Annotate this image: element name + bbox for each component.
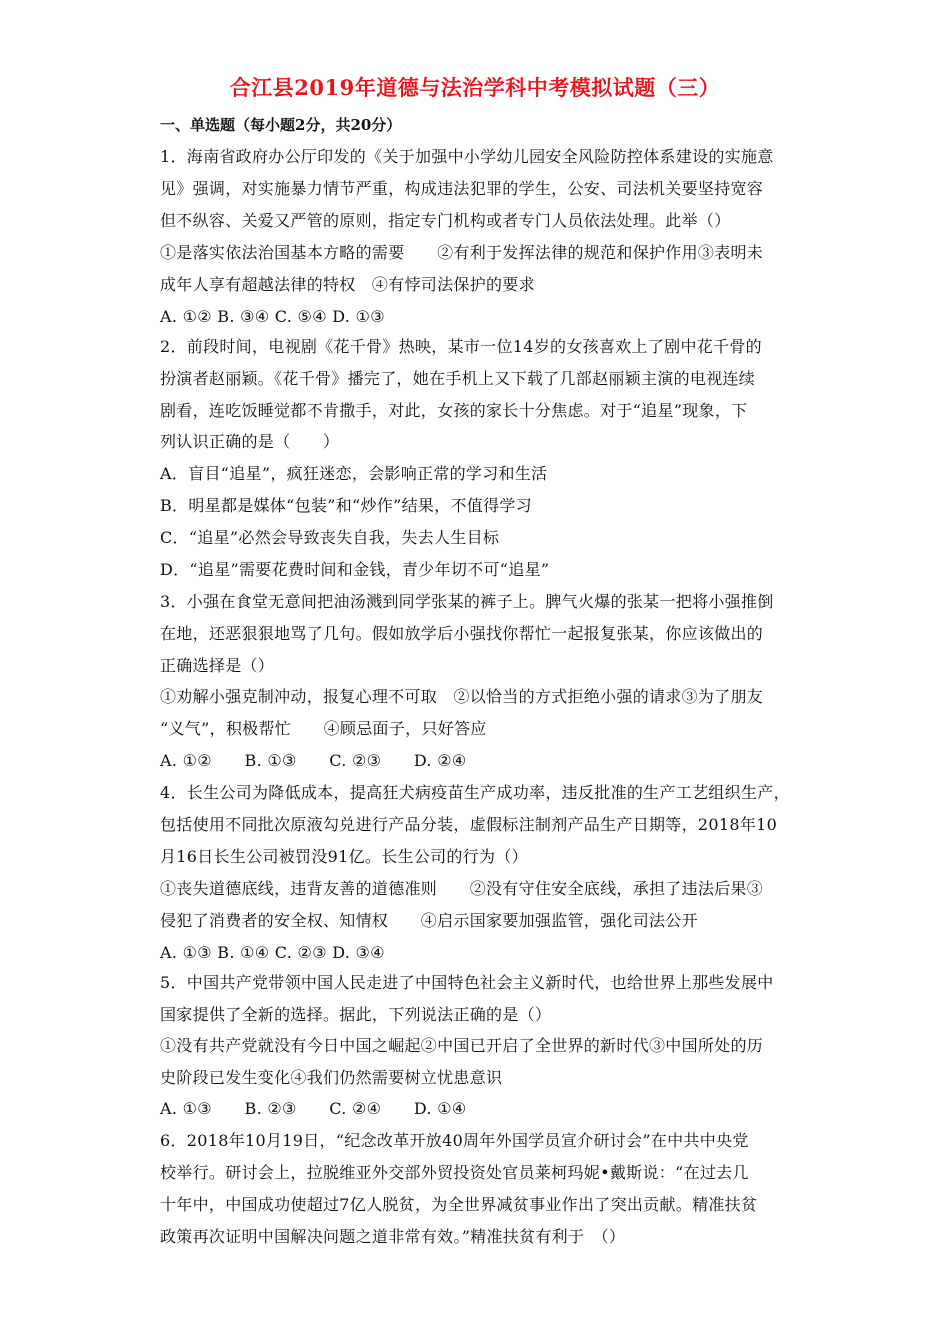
text-line: 3．小强在食堂无意间把油汤溅到同学张某的裤子上。脾气火爆的张某一把将小强推倒 [160, 592, 774, 611]
text-line: 见》强调，对实施暴力情节严重，构成违法犯罪的学生，公安、司法机关要坚持宽容 [160, 179, 764, 198]
answer-option: A．盲目“追星”，疯狂迷恋，会影响正常的学习和生活 [160, 464, 548, 483]
text-line: 月16日长生公司被罚没91亿。长生公司的行为（） [160, 847, 528, 866]
text-line: 2．前段时间，电视剧《花千骨》热映，某市一位14岁的女孩喜欢上了剧中花千骨的 [160, 337, 762, 356]
text-line: 成年人享有超越法律的特权 ④有悖司法保护的要求 [160, 275, 535, 294]
text-line: 扮演者赵丽颖。《花千骨》播完了，她在手机上又下载了几部赵丽颖主演的电视连续 [160, 369, 756, 388]
answer-option: D．“追星”需要花费时间和金钱，青少年切不可“追星” [160, 560, 550, 579]
text-line: “义气”，积极帮忙 ④顾忌面子，只好答应 [160, 719, 487, 738]
text-line: 但不纵容、关爱又严管的原则，指定专门机构或者专门人员依法处理。此举（） [160, 211, 731, 230]
text-line: 十年中，中国成功使超过7亿人脱贫，为全世界减贫事业作出了突出贡献。精准扶贫 [160, 1195, 758, 1214]
answer-options: A. ①③ B. ②③ C. ②④ D. ①④ [160, 1099, 467, 1118]
text-line: 4．长生公司为降低成本，提高狂犬病疫苗生产成功率，违反批准的生产工艺组织生产， [160, 783, 790, 802]
text-line: 在地，还恶狠狠地骂了几句。假如放学后小强找你帮忙一起报复张某，你应该做出的 [160, 624, 764, 643]
answer-option: C．“追星”必然会导致丧失自我，失去人生目标 [160, 528, 500, 547]
answer-options: A. ①② B. ①③ C. ②③ D. ②④ [160, 751, 467, 770]
answer-options: A. ①③ B. ①④ C. ②③ D. ③④ [160, 943, 385, 962]
text-line: 正确选择是（） [160, 656, 275, 675]
text-line: 史阶段已发生变化④我们仍然需要树立忧患意识 [160, 1068, 503, 1087]
text-line: 包括使用不同批次原液勾兑进行产品分装，虚假标注制剂产品生产日期等，2018年10 [160, 815, 778, 834]
text-line: 1．海南省政府办公厅印发的《关于加强中小学幼儿园安全风险防控体系建设的实施意 [160, 147, 774, 166]
text-line: ①劝解小强克制冲动，报复心理不可取 ②以恰当的方式拒绝小强的请求③为了朋友 [160, 687, 764, 706]
text-line: 剧看，连吃饭睡觉都不肯撒手，对此，女孩的家长十分焦虑。对于“追星”现象，下 [160, 401, 748, 420]
text-line: 列认识正确的是（ ） [160, 432, 340, 451]
answer-option: B．明星都是媒体“包装”和“炒作”结果，不值得学习 [160, 496, 532, 515]
text-line: 6．2018年10月19日，“纪念改革开放40周年外国学员宣介研讨会”在中共中央党 [160, 1131, 749, 1150]
document-title: 合江县2019年道德与法治学科中考模拟试题（三） [229, 75, 721, 100]
text-line: ①丧失道德底线，违背友善的道德准则 ②没有守住安全底线，承担了违法后果③ [160, 879, 764, 898]
text-line: ①没有共产党就没有今日中国之崛起②中国已开启了全世界的新时代③中国所处的历 [160, 1036, 764, 1055]
text-line: ①是落实依法治国基本方略的需要 ②有利于发挥法律的规范和保护作用③表明未 [160, 243, 764, 262]
text-line: 5．中国共产党带领中国人民走进了中国特色社会主义新时代，也给世界上那些发展中 [160, 973, 774, 992]
text-line: 校举行。研讨会上，拉脱维亚外交部外贸投资处官员莱柯玛妮•戴斯说：“在过去几 [160, 1163, 749, 1182]
answer-options: A. ①② B. ③④ C. ⑤④ D. ①③ [160, 307, 385, 326]
text-line: 侵犯了消费者的安全权、知情权 ④启示国家要加强监管，强化司法公开 [160, 911, 698, 930]
text-line: 政策再次证明中国解决问题之道非常有效。”精准扶贫有利于 （） [160, 1227, 626, 1246]
section-heading: 一、单选题（每小题2分，共20分） [160, 116, 402, 134]
text-line: 国家提供了全新的选择。据此，下列说法正确的是（） [160, 1005, 552, 1024]
